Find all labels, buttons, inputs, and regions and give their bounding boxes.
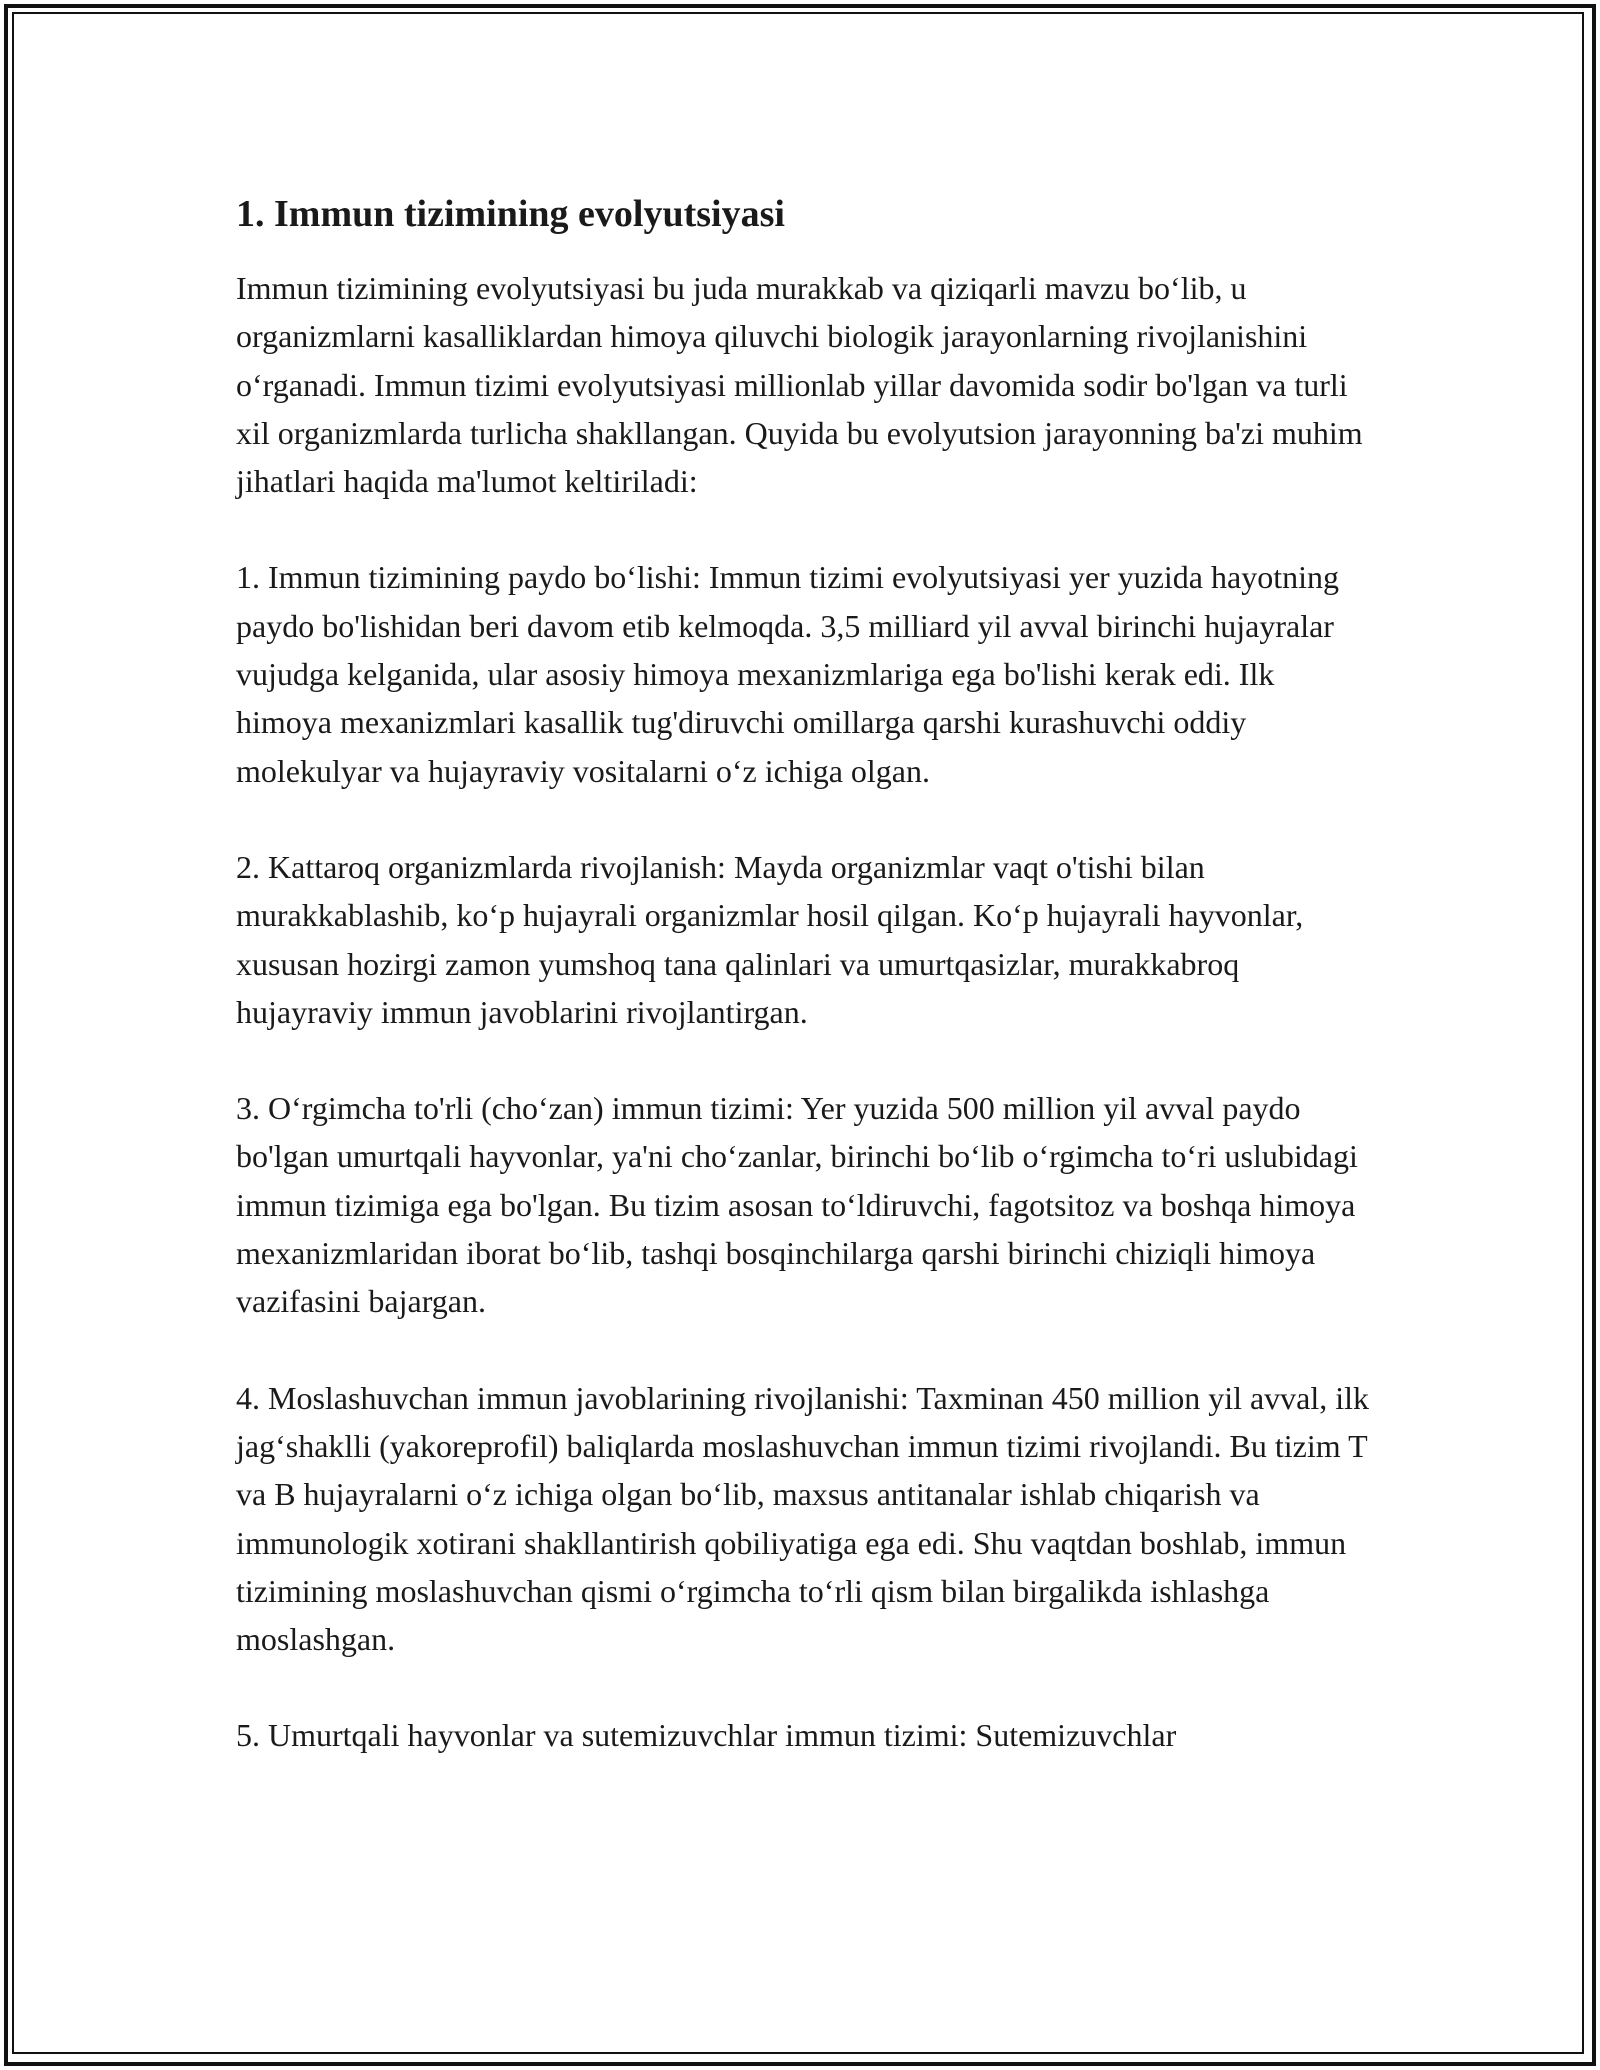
paragraph-item-1: 1. Immun tizimining paydo bo‘lishi: Immun tizimi evolyutsiyasi yer yuzida hayotning paydo bo'lishidan beri davom etib kelmoqda. 3,5 milliard yil avval birinchi hujayralar vujudga kelganida, ular asosiy himoya mexanizmlariga ega bo'lishi kerak edi. Ilk himoya mexanizmlari kasallik tug'diruvchi omillarga qarshi kurashuvchi oddiy molekulyar va hujayraviy vositalarni o‘z ichiga olgan. bbox=[236, 559, 1339, 789]
paragraph-item-5: 5. Umurtqali hayvonlar va sutemizuvchlar immun tizimi: Sutemizuvchlar bbox=[236, 1717, 1177, 1754]
paragraph-item-3: 3. O‘rgimcha to'rli (cho‘zan) immun tizimi: Yer yuzida 500 million yil avval paydo bo'lgan umurtqali hayvonlar, ya'ni cho‘zanlar, birinchi bo‘lib o‘rgimcha to‘ri uslubidagi immun tizimiga ega bo'lgan. Bu tizim asosan to‘ldiruvchi, fagotsitoz va boshqa himoya mexanizmlaridan iborat bo‘lib, tashqi bosqinchilarga qarshi birinchi chiziqli himoya vazifasini bajargan. bbox=[236, 1090, 1358, 1320]
paragraph-item-4: 4. Moslashuvchan immun javoblarining rivojlanishi: Taxminan 450 million yil avval, ilk jag‘shaklli (yakoreprofil) baliqlarda moslashuvchan immun tizimi rivojlandi. Bu tizim T va B hujayralarni o‘z ichiga olgan bo‘lib, maxsus antitanalar ishlab chiqarish va immunologik xotirani shakllantirish qobiliyatiga ega edi. Shu vaqtdan boshlab, immun tizimining moslashuvchan qismi o‘rgimcha to‘rli qism bilan birgalikda ishlashga moslashgan. bbox=[236, 1379, 1370, 1658]
intro-paragraph: Immun tizimining evolyutsiyasi bu juda murakkab va qiziqarli mavzu bo‘lib, u organizmlarni kasalliklardan himoya qiluvchi biologik jarayonlarning rivojlanishini o‘rganadi. Immun tizimi evolyutsiyasi millionlab yillar davomida sodir bo'lgan va turli xil organizmlarda turlicha shakllangan. Quyida bu evolyutsion jarayonning ba'zi muhim jihatlari haqida ma'lumot keltiriladi: bbox=[236, 270, 1363, 500]
section-heading: 1. Immun tizimining evolyutsiyasi bbox=[236, 193, 785, 235]
paragraph-item-2: 2. Kattaroq organizmlarda rivojlanish: Mayda organizmlar vaqt o'tishi bilan murakkablashib, ko‘p hujayrali organizmlar hosil qilgan. Ko‘p hujayrali hayvonlar, xususan hozirgi zamon yumshoq tana qalinlari va umurtqasizlar, murakkabroq hujayraviy immun javoblarini rivojlantirgan. bbox=[236, 848, 1304, 1030]
document-page bbox=[236, 186, 1376, 1808]
